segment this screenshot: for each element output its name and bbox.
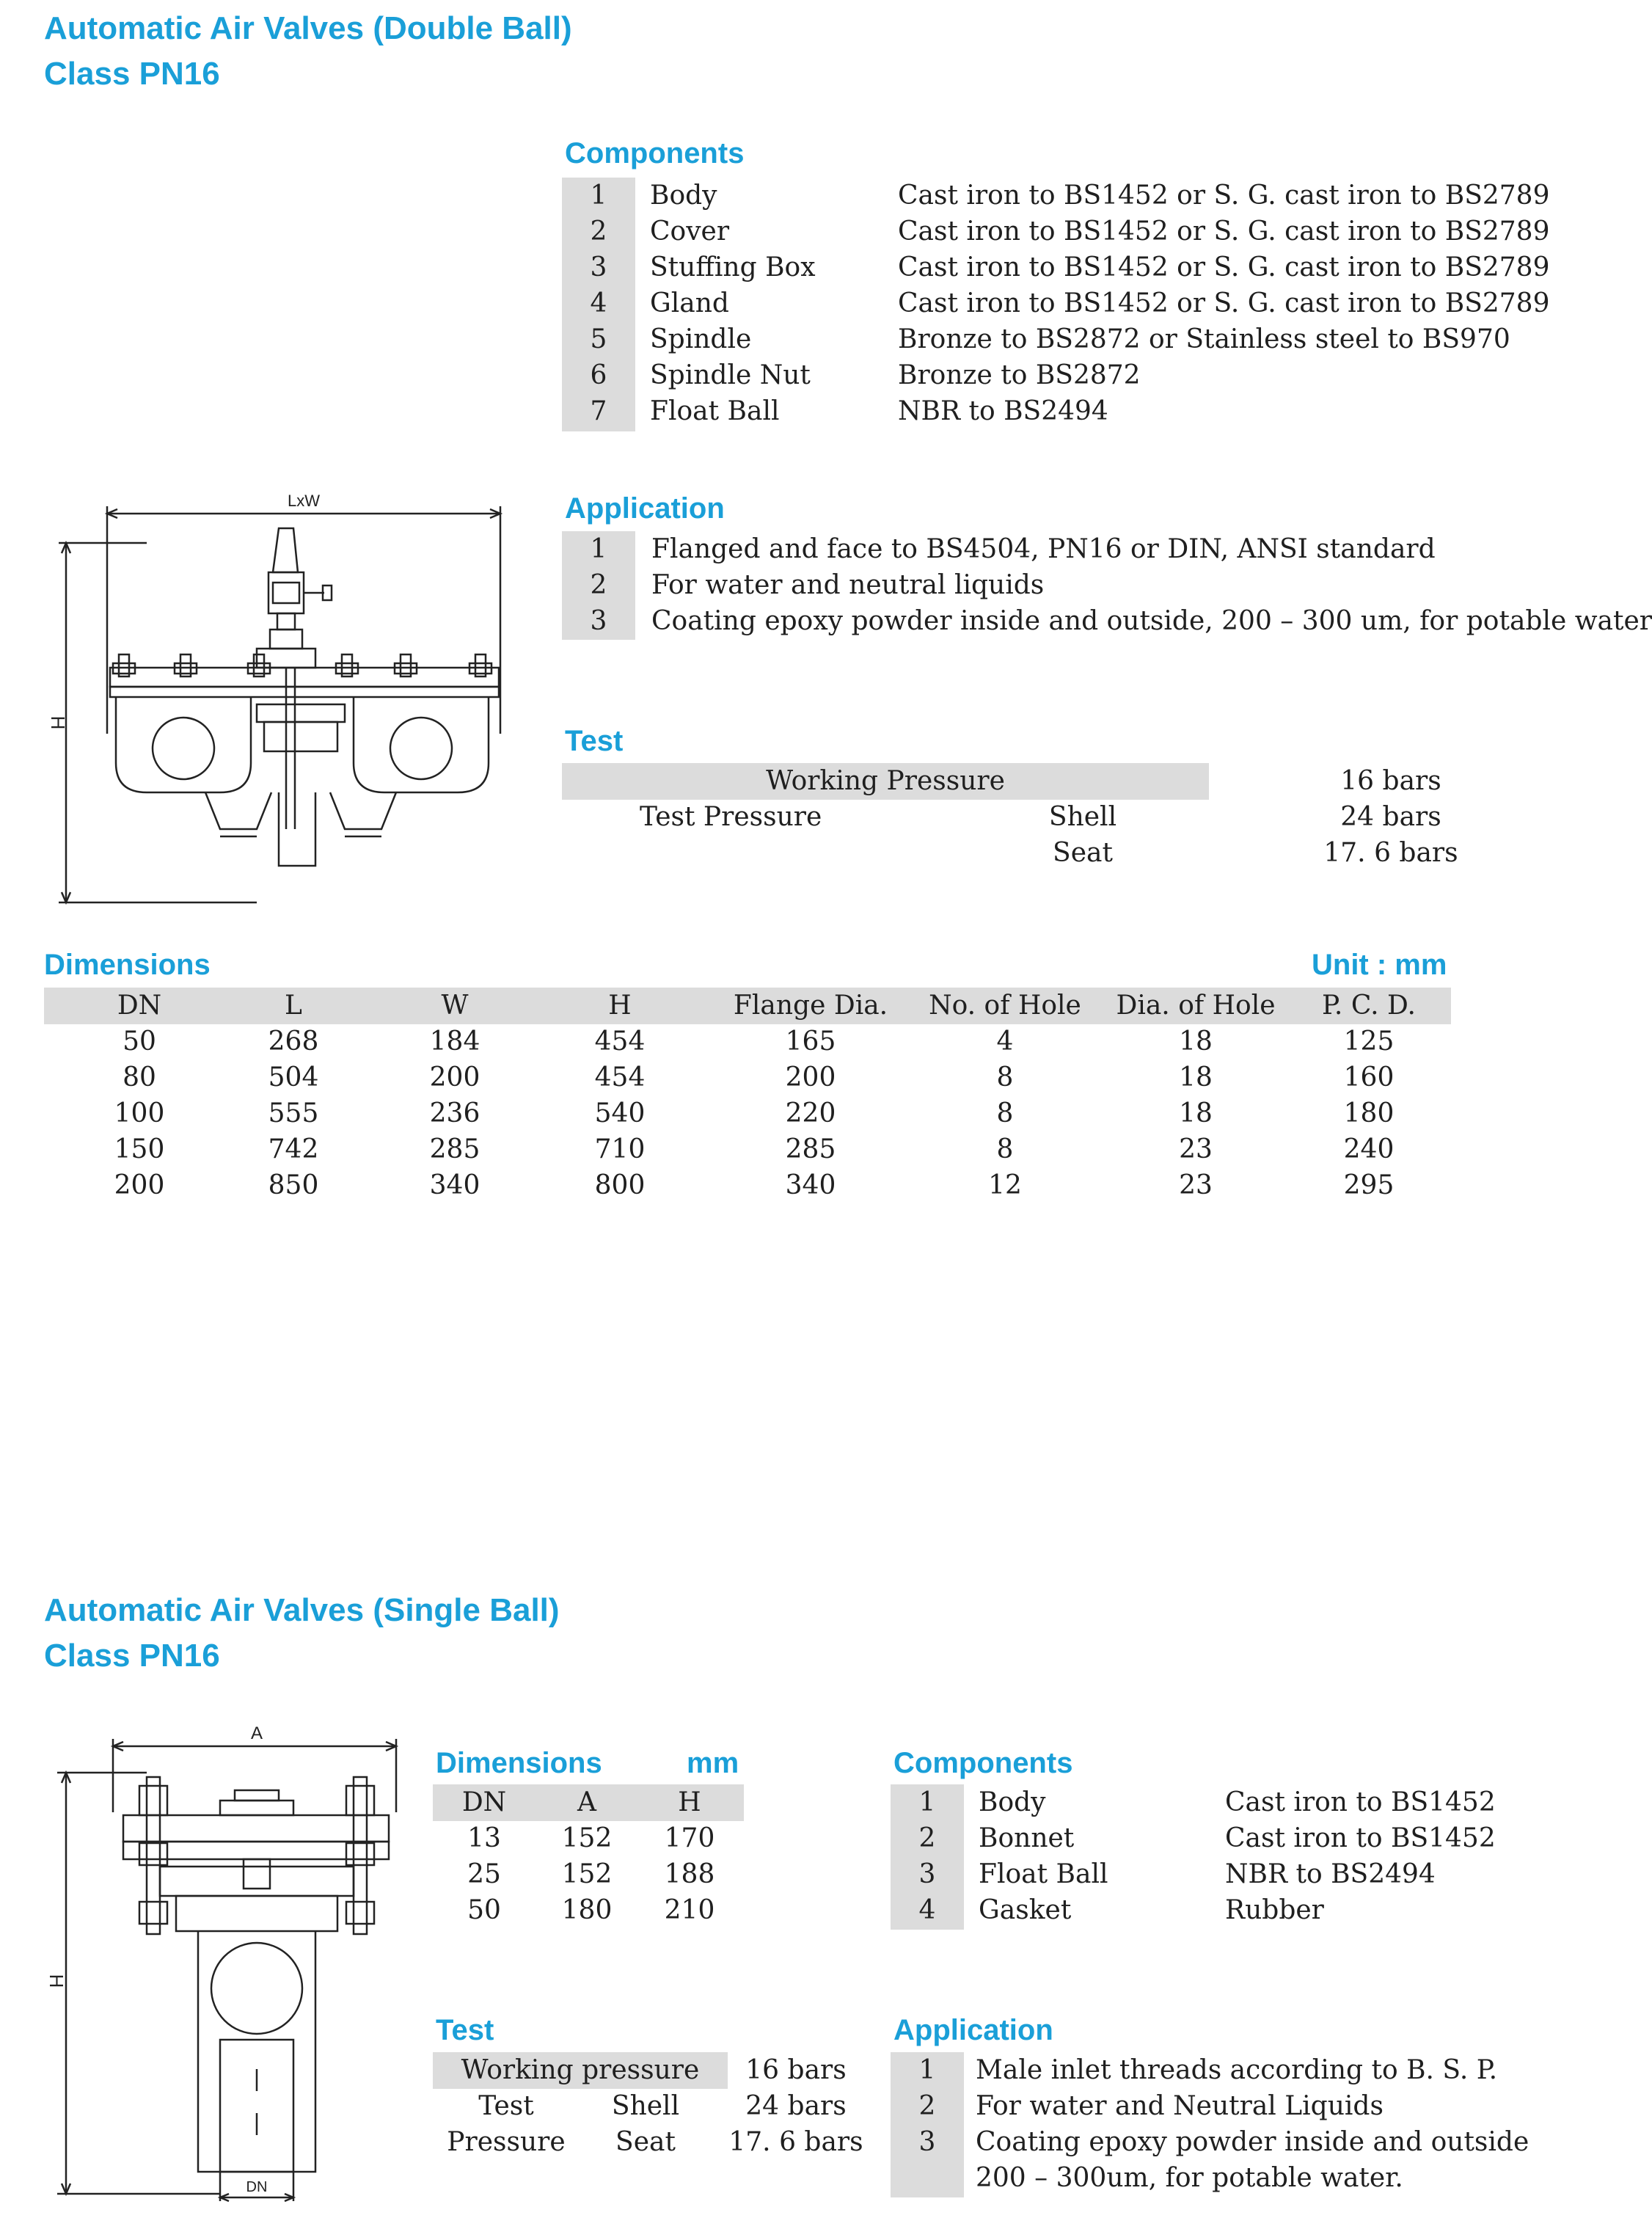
application-text: Coating epoxy powder inside and outside, 200 – 300 um, for potable water bbox=[651, 606, 1652, 636]
table-cell: 4 bbox=[996, 1026, 1014, 1057]
single-component-row bbox=[891, 1820, 1521, 1857]
pressure-label: Pressure bbox=[447, 2127, 566, 2157]
component-number: 7 bbox=[590, 396, 607, 426]
table-cell: 184 bbox=[429, 1026, 480, 1057]
seat-label: Seat bbox=[615, 2127, 676, 2157]
shell-label: Shell bbox=[1048, 802, 1117, 832]
table-cell: 25 bbox=[467, 1859, 501, 1889]
test-row bbox=[562, 799, 1516, 836]
application-text: Male inlet threads according to B. S. P. bbox=[976, 2055, 1498, 2085]
component-number: 2 bbox=[918, 1823, 936, 1853]
double-application-row bbox=[562, 567, 1538, 604]
test-row bbox=[433, 2052, 873, 2089]
table-cell: 268 bbox=[268, 1026, 319, 1057]
test-row bbox=[562, 763, 1516, 800]
table-cell: 18 bbox=[1179, 1026, 1213, 1057]
table-cell: 12 bbox=[988, 1170, 1022, 1200]
table-cell: 100 bbox=[114, 1098, 165, 1128]
single-component-row bbox=[891, 1856, 1521, 1893]
column-header: Flange Dia. bbox=[733, 991, 888, 1021]
table-cell: 165 bbox=[785, 1026, 836, 1057]
table-cell: 8 bbox=[996, 1098, 1014, 1128]
component-part: Float Ball bbox=[650, 396, 780, 426]
seat-label: Seat bbox=[1053, 838, 1113, 868]
table-cell: 285 bbox=[785, 1134, 836, 1164]
component-material: NBR to BS2494 bbox=[1225, 1859, 1436, 1889]
dimensions-header-row bbox=[44, 988, 1451, 1024]
table-cell: 23 bbox=[1179, 1134, 1213, 1164]
drawing-label-lxw: LxW bbox=[288, 492, 320, 510]
application-number: 3 bbox=[918, 2127, 936, 2157]
table-cell: 295 bbox=[1343, 1170, 1395, 1200]
application-text: Flanged and face to BS4504, PN16 or DIN, ANSI standard bbox=[651, 534, 1436, 564]
table-cell: 23 bbox=[1179, 1170, 1213, 1200]
application-number: 1 bbox=[918, 2055, 936, 2085]
component-material: Cast iron to BS1452 or S. G. cast iron to BS2789 bbox=[898, 180, 1550, 211]
single-application-heading: Application bbox=[893, 2014, 1053, 2046]
test-row bbox=[433, 2088, 873, 2125]
table-cell: 170 bbox=[664, 1823, 715, 1853]
working-pressure-label: Working pressure bbox=[461, 2055, 700, 2085]
single-class: Class PN16 bbox=[44, 1638, 220, 1674]
double-component-row bbox=[562, 357, 1516, 394]
table-cell: 850 bbox=[268, 1170, 319, 1200]
component-part: Spindle bbox=[650, 324, 752, 354]
component-part: Bonnet bbox=[979, 1823, 1075, 1853]
table-cell: 125 bbox=[1343, 1026, 1395, 1057]
table-cell: 454 bbox=[594, 1026, 646, 1057]
shell-label: Shell bbox=[611, 2091, 680, 2121]
table-cell: 340 bbox=[429, 1170, 480, 1200]
table-cell: 150 bbox=[114, 1134, 165, 1164]
component-part: Spindle Nut bbox=[650, 360, 811, 390]
component-material: Cast iron to BS1452 bbox=[1225, 1787, 1496, 1817]
working-pressure-label: Working Pressure bbox=[766, 766, 1005, 796]
single-test-heading: Test bbox=[436, 2014, 494, 2046]
table-cell: 200 bbox=[785, 1062, 836, 1092]
table-cell: 152 bbox=[561, 1823, 613, 1853]
drawing-label-a: A bbox=[250, 1723, 263, 1743]
table-cell: 50 bbox=[123, 1026, 156, 1057]
table-cell: 555 bbox=[268, 1098, 319, 1128]
table-cell: 200 bbox=[114, 1170, 165, 1200]
test-pressure-label: Test Pressure bbox=[640, 802, 822, 832]
component-material: Rubber bbox=[1225, 1895, 1324, 1925]
component-number: 4 bbox=[918, 1895, 936, 1925]
table-cell: 454 bbox=[594, 1062, 646, 1092]
double-application-heading: Application bbox=[565, 492, 725, 525]
column-header: A bbox=[577, 1787, 596, 1817]
table-cell: 13 bbox=[467, 1823, 501, 1853]
table-cell: 285 bbox=[429, 1134, 480, 1164]
column-header: H bbox=[608, 991, 632, 1021]
shell-value: 24 bars bbox=[745, 2091, 847, 2121]
table-row bbox=[44, 1095, 1451, 1132]
component-material: Cast iron to BS1452 bbox=[1225, 1823, 1496, 1853]
application-text: Coating epoxy powder inside and outside bbox=[976, 2127, 1529, 2157]
table-cell: 18 bbox=[1179, 1062, 1213, 1092]
table-cell: 540 bbox=[594, 1098, 646, 1128]
double-ball-valve-drawing bbox=[37, 484, 550, 924]
column-header: W bbox=[441, 991, 469, 1021]
table-cell: 210 bbox=[664, 1895, 715, 1925]
double-application-row bbox=[562, 531, 1538, 568]
shell-value: 24 bars bbox=[1340, 802, 1441, 832]
double-component-row bbox=[562, 285, 1550, 322]
single-ball-valve-drawing bbox=[37, 1724, 418, 2208]
table-cell: 152 bbox=[561, 1859, 613, 1889]
application-text: For water and neutral liquids bbox=[651, 570, 1045, 600]
table-cell: 50 bbox=[467, 1895, 501, 1925]
double-component-row bbox=[562, 393, 1516, 430]
single-application-row bbox=[891, 2052, 1536, 2089]
component-part: Body bbox=[979, 1787, 1046, 1817]
drawing-label-h: H bbox=[45, 1974, 67, 1988]
double-component-row bbox=[562, 178, 1550, 214]
table-cell: 8 bbox=[996, 1062, 1014, 1092]
application-number: 1 bbox=[590, 534, 607, 564]
table-cell: 236 bbox=[429, 1098, 480, 1128]
single-component-row bbox=[891, 1892, 1521, 1929]
table-row bbox=[44, 1131, 1451, 1168]
single-application-row bbox=[891, 2124, 1536, 2161]
single-dimensions-heading: Dimensions bbox=[436, 1747, 602, 1779]
component-number: 1 bbox=[918, 1787, 936, 1817]
table-cell: 160 bbox=[1343, 1062, 1395, 1092]
column-header: No. of Hole bbox=[929, 991, 1081, 1021]
double-title: Automatic Air Valves (Double Ball) bbox=[44, 10, 572, 46]
column-header: DN bbox=[117, 991, 162, 1021]
double-components-heading: Components bbox=[565, 137, 745, 169]
component-number: 4 bbox=[590, 288, 607, 318]
component-part: Cover bbox=[650, 216, 730, 247]
component-part: Gasket bbox=[979, 1895, 1072, 1925]
component-number: 1 bbox=[590, 180, 607, 211]
single-dimensions-unit: mm bbox=[687, 1747, 739, 1779]
working-pressure-value: 16 bars bbox=[745, 2055, 847, 2085]
component-part: Float Ball bbox=[979, 1859, 1108, 1889]
application-number: 2 bbox=[590, 570, 607, 600]
table-cell: 80 bbox=[123, 1062, 156, 1092]
single-component-row bbox=[891, 1784, 1521, 1821]
drawing-label-dn: DN bbox=[246, 2179, 268, 2195]
table-cell: 8 bbox=[996, 1134, 1014, 1164]
component-number: 3 bbox=[918, 1859, 936, 1889]
component-number: 3 bbox=[590, 252, 607, 282]
component-part: Gland bbox=[650, 288, 729, 318]
double-dimensions-heading: Dimensions bbox=[44, 949, 211, 981]
seat-value: 17. 6 bars bbox=[1323, 838, 1458, 868]
double-dimensions-unit: Unit : mm bbox=[1312, 949, 1447, 981]
table-row bbox=[44, 1059, 1451, 1096]
test-row bbox=[562, 835, 1516, 872]
component-part: Body bbox=[650, 180, 717, 211]
table-cell: 240 bbox=[1343, 1134, 1395, 1164]
application-number: 2 bbox=[918, 2091, 936, 2121]
component-part: Stuffing Box bbox=[650, 252, 816, 282]
table-cell: 220 bbox=[785, 1098, 836, 1128]
table-cell: 200 bbox=[429, 1062, 480, 1092]
component-material: Bronze to BS2872 bbox=[898, 360, 1141, 390]
table-cell: 710 bbox=[594, 1134, 646, 1164]
table-row bbox=[44, 1024, 1451, 1060]
table-cell: 800 bbox=[594, 1170, 646, 1200]
table-row bbox=[44, 1167, 1451, 1204]
table-row bbox=[433, 1856, 744, 1893]
single-dimensions-header-row bbox=[433, 1784, 744, 1821]
component-material: NBR to BS2494 bbox=[898, 396, 1108, 426]
column-header: Dia. of Hole bbox=[1116, 991, 1276, 1021]
component-number: 6 bbox=[590, 360, 607, 390]
working-pressure-value: 16 bars bbox=[1340, 766, 1441, 796]
test-label: Test bbox=[478, 2091, 534, 2121]
component-material: Cast iron to BS1452 or S. G. cast iron to BS2789 bbox=[898, 252, 1550, 282]
double-application-row bbox=[562, 603, 1652, 640]
single-application-row bbox=[891, 2088, 1536, 2125]
application-number: 3 bbox=[590, 606, 607, 636]
double-component-row bbox=[562, 321, 1516, 358]
double-class: Class PN16 bbox=[44, 56, 220, 92]
table-row bbox=[433, 1892, 744, 1929]
column-header: L bbox=[285, 991, 302, 1021]
drawing-label-h: H bbox=[47, 715, 69, 730]
component-material: Bronze to BS2872 or Stainless steel to BS970 bbox=[898, 324, 1510, 354]
column-header: DN bbox=[461, 1787, 507, 1817]
component-number: 2 bbox=[590, 216, 607, 247]
test-row bbox=[433, 2124, 873, 2161]
double-test-heading: Test bbox=[565, 725, 624, 757]
application-text-continued: 200 – 300um, for potable water. bbox=[976, 2163, 1403, 2193]
component-material: Cast iron to BS1452 or S. G. cast iron to BS2789 bbox=[898, 288, 1550, 318]
single-components-heading: Components bbox=[893, 1747, 1073, 1779]
column-header: H bbox=[678, 1787, 701, 1817]
column-header: P. C. D. bbox=[1322, 991, 1416, 1021]
single-title: Automatic Air Valves (Single Ball) bbox=[44, 1592, 560, 1628]
application-text: For water and Neutral Liquids bbox=[976, 2091, 1384, 2121]
table-cell: 742 bbox=[268, 1134, 319, 1164]
table-cell: 504 bbox=[268, 1062, 319, 1092]
table-cell: 340 bbox=[785, 1170, 836, 1200]
seat-value: 17. 6 bars bbox=[728, 2127, 863, 2157]
component-material: Cast iron to BS1452 or S. G. cast iron to BS2789 bbox=[898, 216, 1550, 247]
table-cell: 180 bbox=[1343, 1098, 1395, 1128]
table-cell: 18 bbox=[1179, 1098, 1213, 1128]
double-component-row bbox=[562, 249, 1550, 286]
single-application-row bbox=[891, 2160, 1536, 2197]
table-cell: 188 bbox=[664, 1859, 715, 1889]
table-row bbox=[433, 1820, 744, 1857]
table-cell: 180 bbox=[561, 1895, 613, 1925]
double-component-row bbox=[562, 214, 1550, 250]
component-number: 5 bbox=[590, 324, 607, 354]
